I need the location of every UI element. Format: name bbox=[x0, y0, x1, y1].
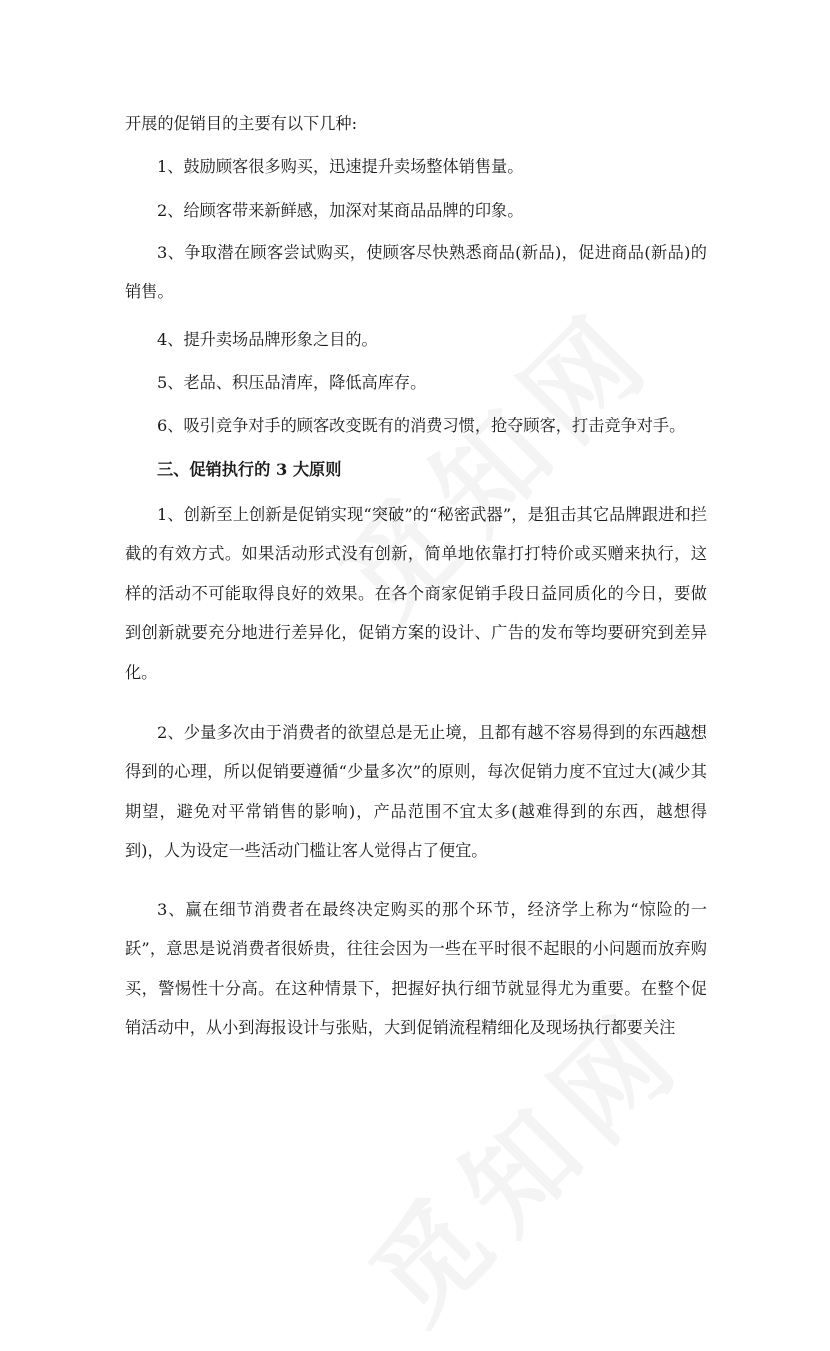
body-paragraph: 2、少量多次由于消费者的欲望总是无止境，且都有越不容易得到的东西越想得到的心理，所以促销要遵循“少量多次”的原则，每次促销力度不宜过大(减少其期望，避免对平常销售的影响)，产品范围不宜太多(越难得到的东西，越想得到)，人为设定一些活动门槛让客人觉得占了便宜。 bbox=[125, 723, 707, 861]
body-paragraph: 3、赢在细节消费者在最终决定购买的那个环节，经济学上称为“惊险的一跃”，意思是说消费者很娇贵，往往会因为一些在平时很不起眼的小问题而放弃购买，警惕性十分高。在这种情景下，把握好执行细节就显得尤为重要。在整个促销活动中，从小到海报设计与张贴，大到促销流程精细化及现场执行都要关注 bbox=[125, 900, 707, 1038]
intro-paragraph: 开展的促销目的主要有以下几种: bbox=[125, 114, 358, 133]
list-item: 6、吸引竞争对手的顾客改变既有的消费习惯，抢夺顾客，打击竞争对手。 bbox=[157, 416, 686, 435]
list-item: 5、老品、积压品清库，降低高库存。 bbox=[157, 373, 427, 392]
list-item: 3、争取潜在顾客尝试购买，使顾客尽快熟悉商品(新品)，促进商品(新品)的销售。 bbox=[125, 243, 707, 302]
body-paragraph: 1、创新至上创新是促销实现“突破”的“秘密武器”，是狙击其它品牌跟进和拦截的有效方式。如果活动形式没有创新，简单地依靠打打特价或买赠来执行，这样的活动不可能取得良好的效果。在各个商家促销手段日益同质化的今日，要做到创新就要充分地进行差异化，促销方案的设计、广告的发布等均要研究到差异化。 bbox=[125, 505, 707, 682]
list-item: 2、给顾客带来新鲜感，加深对某商品品牌的印象。 bbox=[157, 201, 524, 220]
section-heading: 三、促销执行的 3 大原则 bbox=[157, 460, 342, 479]
list-item: 1、鼓励顾客很多购买，迅速提升卖场整体销售量。 bbox=[157, 157, 524, 176]
list-item: 4、提升卖场品牌形象之目的。 bbox=[157, 330, 378, 349]
